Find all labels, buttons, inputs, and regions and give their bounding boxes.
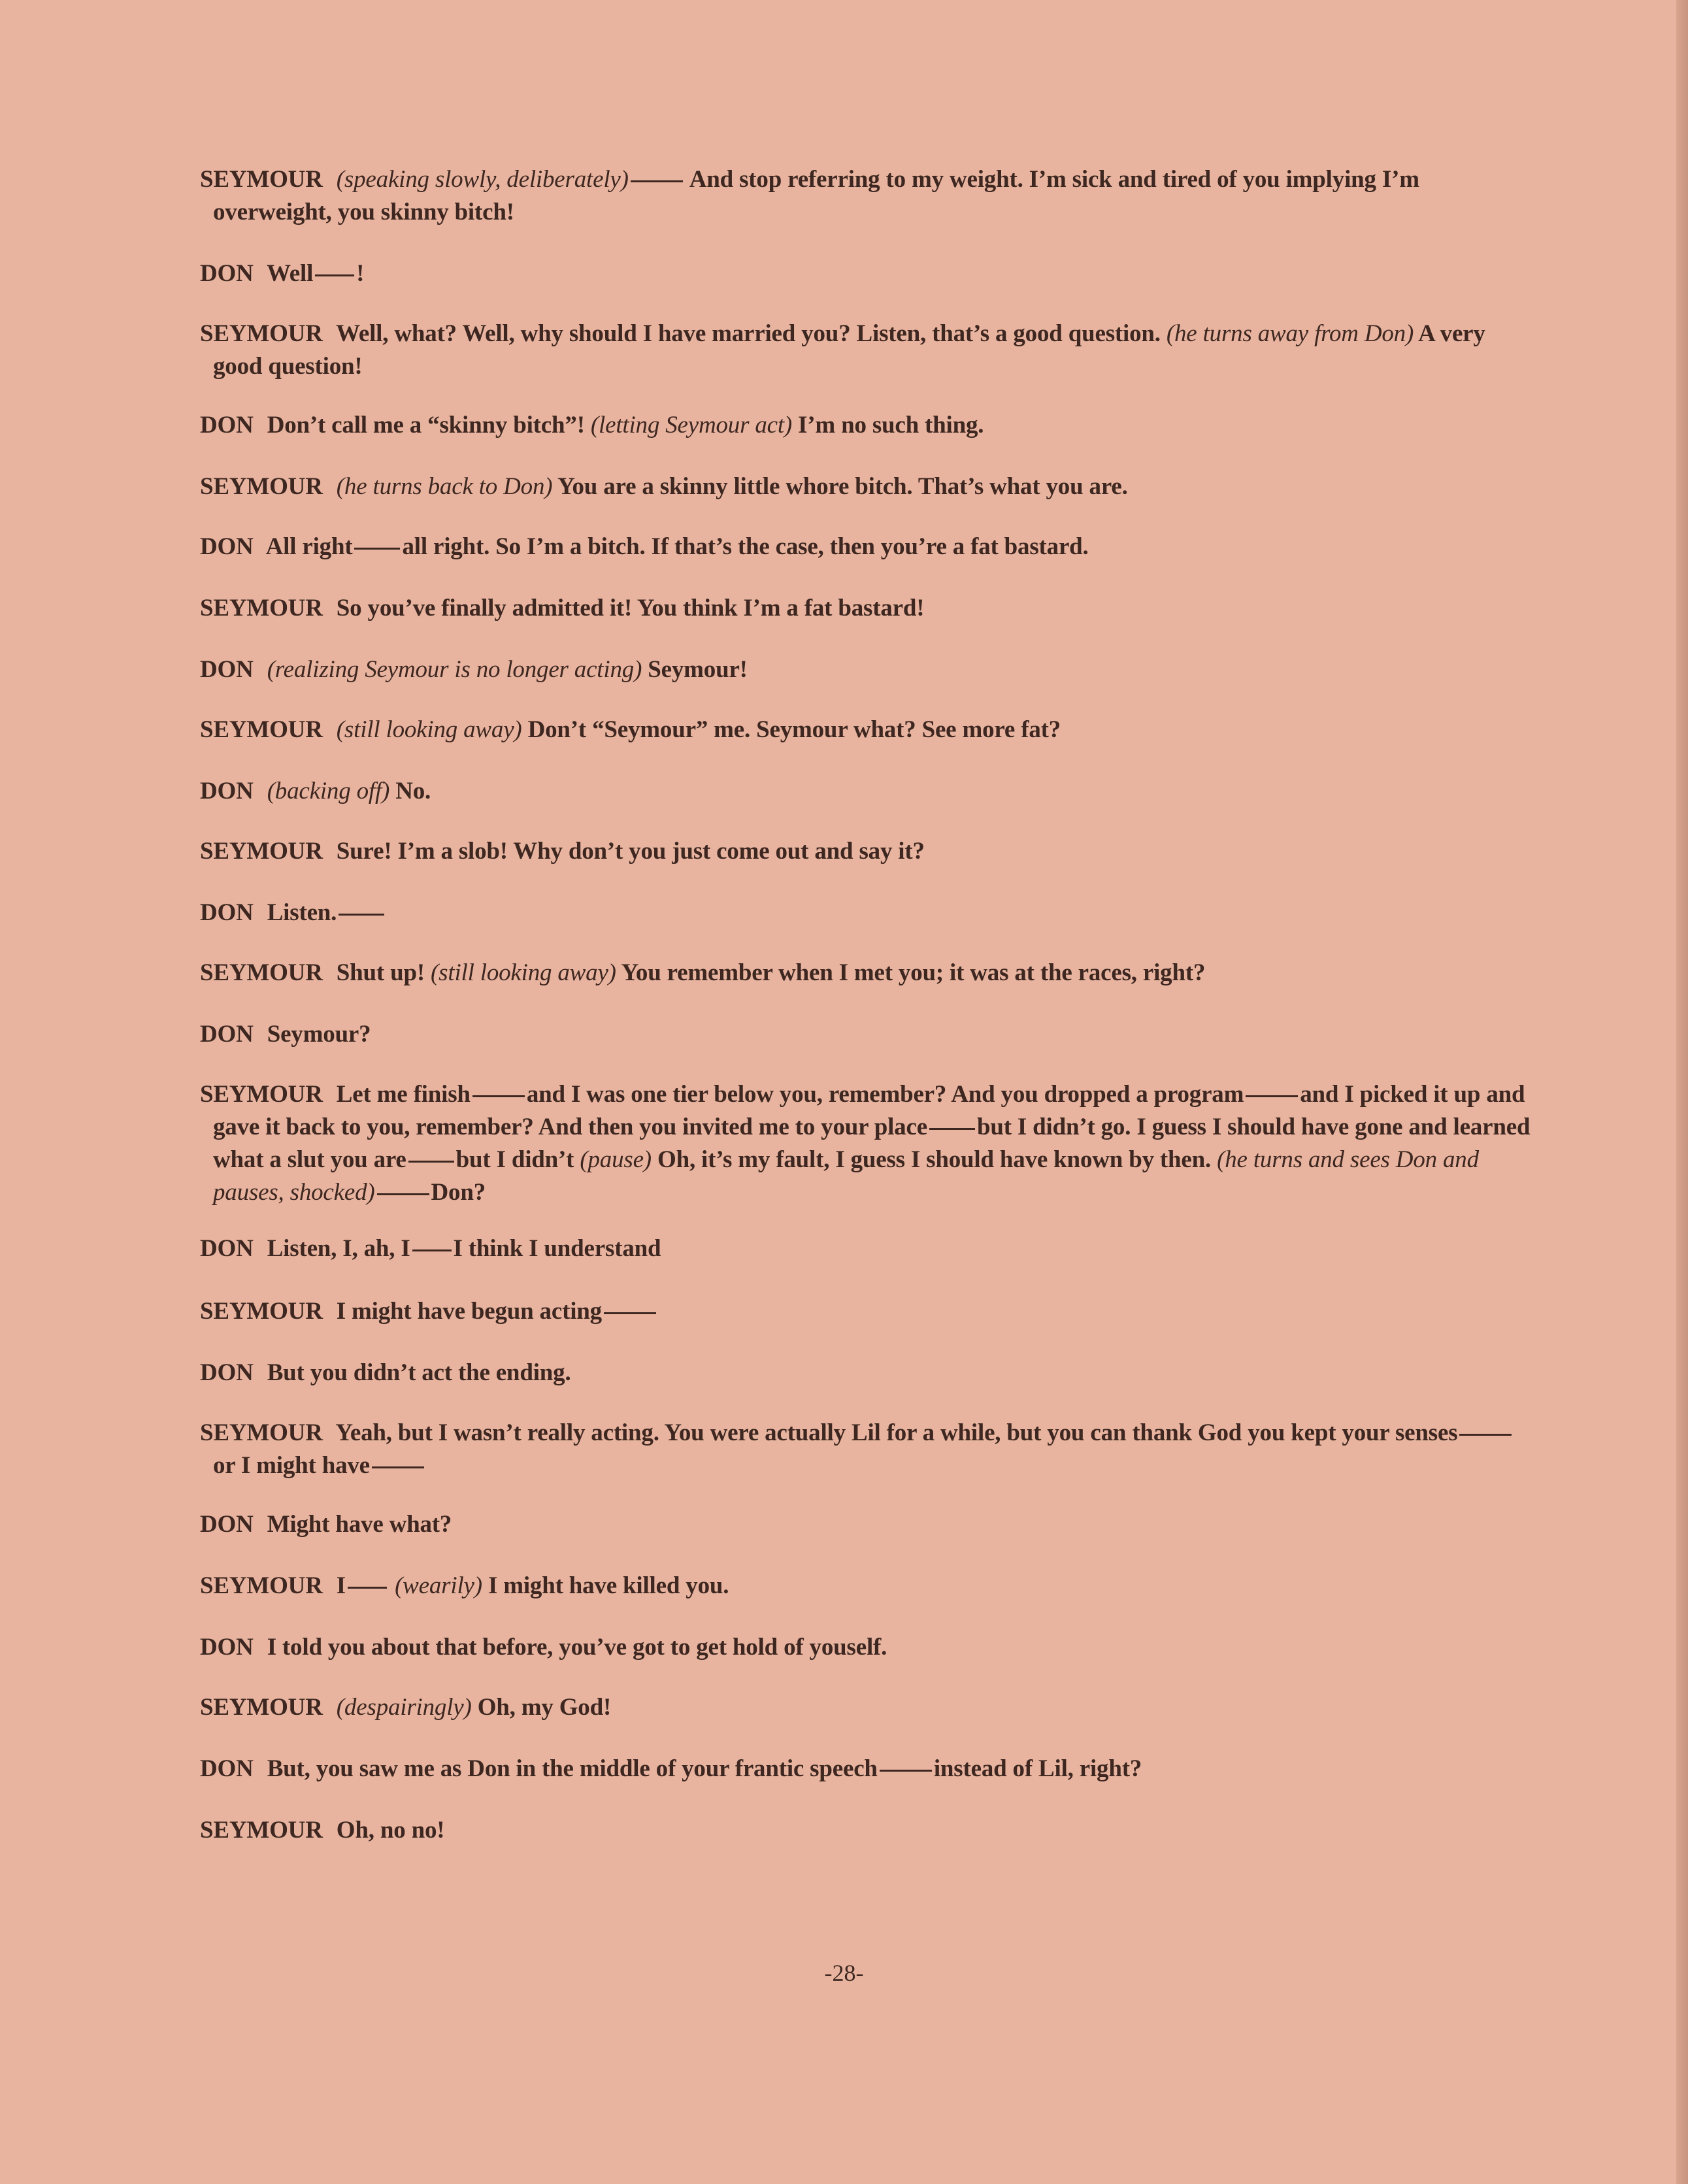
dialogue-line — [200, 835, 925, 868]
stage-direction: (still looking away) — [431, 959, 616, 986]
dialogue-text: Seymour? — [267, 1021, 371, 1048]
speaker-name: SEYMOUR — [200, 166, 323, 193]
blank-line — [1246, 1095, 1298, 1097]
dialogue-line — [200, 1631, 887, 1664]
dialogue-line — [200, 1078, 1533, 1209]
stage-direction: (backing off) — [267, 778, 390, 804]
dialogue-text: But you didn’t act the ending. — [267, 1359, 571, 1386]
stage-direction: (he turns away from Don) — [1166, 320, 1414, 347]
dialogue-text: Shut up! — [336, 959, 425, 986]
dialogue-text: Oh, no no! — [336, 1817, 445, 1844]
speaker-name: SEYMOUR — [200, 1419, 323, 1446]
dialogue-text: Don’t “Seymour” me. Seymour what? See more fat? — [527, 716, 1061, 743]
stage-direction: (despairingly) — [336, 1694, 472, 1721]
dialogue-line — [200, 409, 984, 442]
dialogue-line — [200, 1753, 1142, 1785]
dialogue-line — [200, 1018, 371, 1051]
dialogue-line — [200, 1570, 729, 1602]
dialogue-text: I might have killed you. — [488, 1572, 729, 1599]
dialogue-text: ! — [356, 260, 365, 287]
dialogue-text: Well, what? Well, why should I have married you? Listen, that’s a good question. — [336, 320, 1161, 347]
speaker-name: SEYMOUR — [200, 320, 323, 347]
dialogue-text: instead of Lil, right? — [933, 1755, 1142, 1782]
dialogue-text: A very good question! — [213, 320, 1485, 380]
dialogue-text: and I picked it up and gave it back to you, remember? And then you invited me to your place — [213, 1081, 1525, 1140]
dialogue-text: I’m no such thing. — [798, 412, 984, 438]
stage-direction: (speaking slowly, deliberately) — [336, 166, 629, 193]
speaker-name: SEYMOUR — [200, 838, 323, 865]
dialogue-line — [200, 163, 1520, 229]
dialogue-text: Well — [267, 260, 314, 287]
blank-line — [472, 1095, 525, 1097]
page-edge — [1676, 0, 1688, 2184]
speaker-name: SEYMOUR — [200, 1817, 323, 1844]
dialogue-line — [200, 531, 1089, 563]
page-number: -28- — [824, 1960, 864, 1986]
dialogue-line — [200, 1691, 611, 1724]
dialogue-line — [200, 1417, 1533, 1482]
speaker-name: SEYMOUR — [200, 595, 323, 621]
dialogue-text: Oh, it’s my fault, I guess I should have known by then. — [657, 1146, 1212, 1173]
blank-line — [348, 1587, 387, 1589]
blank-line — [1459, 1434, 1512, 1436]
dialogue-text: But, you saw me as Don in the middle of your frantic speech — [267, 1755, 878, 1782]
dialogue-line — [200, 775, 431, 808]
dialogue-text: Let me finish — [336, 1081, 471, 1108]
dialogue-text: and I was one tier below you, remember? And you dropped a program — [526, 1081, 1244, 1108]
dialogue-text: All right — [265, 533, 353, 560]
blank-line — [339, 914, 384, 916]
dialogue-text: You are a skinny little whore bitch. That’s what you are. — [557, 473, 1128, 500]
speaker-name: SEYMOUR — [200, 1572, 323, 1599]
stage-direction: (he turns back to Don) — [336, 473, 553, 500]
stage-direction: (letting Seymour act) — [590, 412, 793, 438]
speaker-name: DON — [200, 656, 254, 683]
blank-line — [631, 180, 683, 182]
dialogue-text: Yeah, but I wasn’t really acting. You were actually Lil for a while, but you can thank God you kept your senses — [335, 1419, 1458, 1446]
blank-line — [354, 548, 400, 550]
dialogue-line — [200, 957, 1205, 989]
stage-direction: (pause) — [580, 1146, 652, 1173]
dialogue-text: I — [336, 1572, 346, 1599]
dialogue-line — [200, 1508, 452, 1541]
speaker-name: SEYMOUR — [200, 716, 323, 743]
dialogue-line — [200, 1357, 571, 1389]
dialogue-line — [200, 1295, 658, 1328]
dialogue-line — [200, 471, 1128, 503]
blank-line — [604, 1312, 656, 1314]
speaker-name: SEYMOUR — [200, 1694, 323, 1721]
stage-direction: (realizing Seymour is no longer acting) — [267, 656, 642, 683]
dialogue-line — [200, 897, 386, 929]
blank-line — [412, 1249, 452, 1251]
dialogue-text: Listen, I, ah, I — [267, 1235, 410, 1262]
dialogue-text: Might have what? — [267, 1511, 452, 1538]
blank-line — [372, 1466, 424, 1468]
dialogue-text: Oh, my God! — [477, 1694, 612, 1721]
speaker-name: DON — [200, 260, 254, 287]
speaker-name: DON — [200, 1511, 254, 1538]
speaker-name: DON — [200, 778, 254, 804]
dialogue-line — [200, 592, 924, 625]
dialogue-line — [200, 257, 364, 290]
dialogue-line — [200, 1233, 661, 1265]
dialogue-line — [200, 714, 1061, 746]
stage-direction: (still looking away) — [336, 716, 522, 743]
dialogue-text: Seymour! — [648, 656, 748, 683]
dialogue-text: No. — [395, 778, 431, 804]
blank-line — [880, 1770, 932, 1772]
speaker-name: DON — [200, 1021, 254, 1048]
blank-line — [408, 1161, 454, 1163]
dialogue-text: I might have begun acting — [336, 1298, 602, 1325]
stage-direction: (he turns and sees Don and pauses, shocked) — [213, 1146, 1479, 1206]
speaker-name: DON — [200, 533, 254, 560]
stage-direction: (wearily) — [395, 1572, 482, 1599]
dialogue-text: Sure! I’m a slob! Why don’t you just come out and say it? — [336, 838, 925, 865]
dialogue-text: And stop referring to my weight. I’m sick and tired of you implying I’m overweight, you skinny bitch! — [213, 166, 1419, 225]
dialogue-text: Don? — [431, 1179, 486, 1206]
speaker-name: SEYMOUR — [200, 959, 323, 986]
dialogue-text: but I didn’t go. I guess I should have gone and learned what a slut you are — [213, 1114, 1531, 1173]
dialogue-text: I think I understand — [453, 1235, 661, 1262]
speaker-name: SEYMOUR — [200, 473, 323, 500]
dialogue-text: I told you about that before, you’ve got to get hold of youself. — [267, 1634, 887, 1661]
dialogue-text: Don’t call me a “skinny bitch”! — [267, 412, 585, 438]
dialogue-text: but I didn’t — [455, 1146, 574, 1173]
speaker-name: DON — [200, 899, 254, 926]
speaker-name: SEYMOUR — [200, 1081, 323, 1108]
dialogue-line — [200, 654, 748, 686]
dialogue-text: or I might have — [213, 1452, 370, 1479]
speaker-name: DON — [200, 1235, 254, 1262]
speaker-name: DON — [200, 1755, 254, 1782]
blank-line — [315, 274, 354, 276]
speaker-name: SEYMOUR — [200, 1298, 323, 1325]
dialogue-text: all right. So I’m a bitch. If that’s the case, then you’re a fat bastard. — [402, 533, 1089, 560]
speaker-name: DON — [200, 1359, 254, 1386]
speaker-name: DON — [200, 412, 254, 438]
dialogue-line — [200, 318, 1520, 383]
dialogue-text: You remember when I met you; it was at the races, right? — [621, 959, 1206, 986]
speaker-name: DON — [200, 1634, 254, 1661]
dialogue-text: Listen. — [267, 899, 337, 926]
blank-line — [929, 1128, 975, 1130]
dialogue-text: So you’ve finally admitted it! You think I’m a fat bastard! — [336, 595, 925, 621]
blank-line — [377, 1193, 429, 1195]
dialogue-line — [200, 1814, 444, 1847]
